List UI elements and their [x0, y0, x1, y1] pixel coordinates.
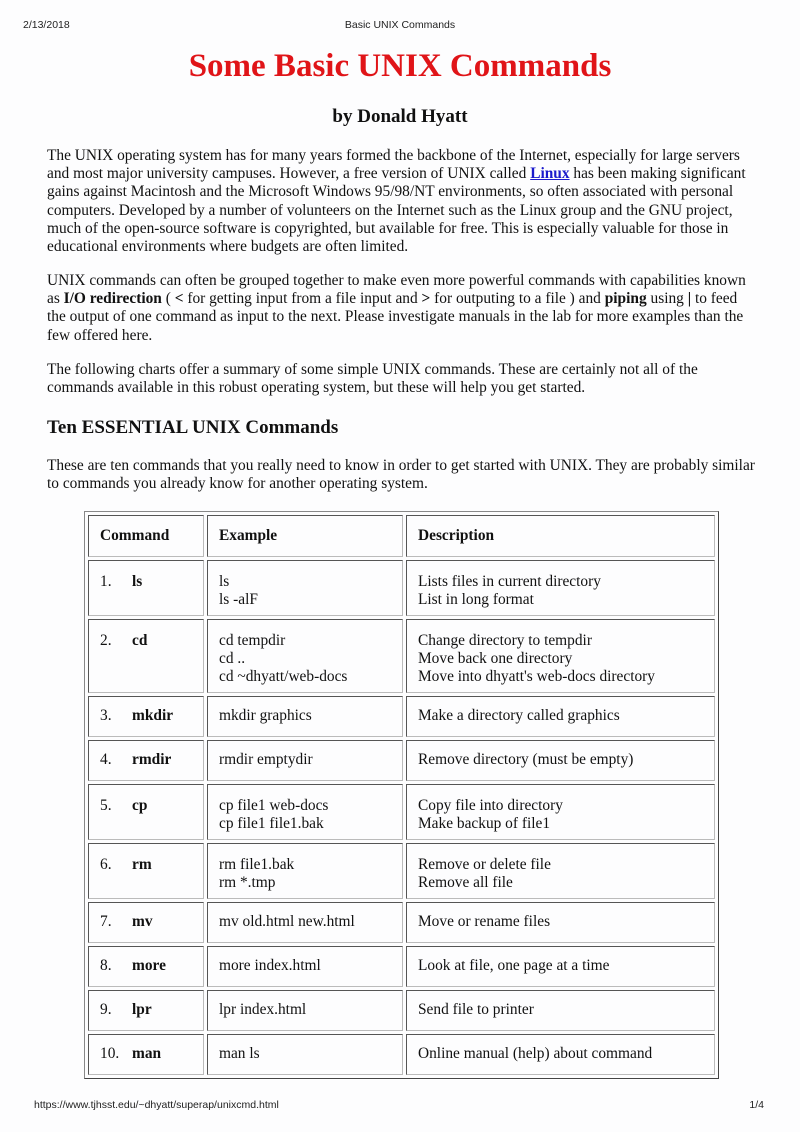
print-date: 2/13/2018 [23, 19, 70, 31]
header-example: Example [207, 515, 403, 557]
example-cell [207, 946, 403, 987]
example-line: more index.html [219, 957, 321, 975]
byline: by Donald Hyatt [332, 106, 468, 127]
command-number: 8. [100, 957, 112, 975]
description-cell [406, 990, 715, 1031]
command-name: cd [132, 632, 148, 649]
table-row [88, 902, 715, 943]
intro-text-after: has been making significant gains against Macintosh and the Microsoft Windows 95/98/NT environments, so often associated with personal computers. Developed by a number of volunteers on the Internet such as the Linux group and the GNU project, much of the open-source software is copyrighted, but available for free. This is especially valuable for those in educational environments where budgets are often limited. [47, 165, 746, 256]
example-line: rm file1.bak [219, 856, 295, 873]
description-cell [406, 843, 715, 899]
description-cell [406, 1034, 715, 1075]
command-name: cp [132, 797, 148, 814]
table-row [88, 784, 715, 840]
example-cell [207, 696, 403, 737]
command-cell [88, 560, 204, 616]
table-row [88, 946, 715, 987]
essential-intro-paragraph: These are ten commands that you really need to know in order to get started with UNIX. They are probably similar to commands you already know for another operating system. [47, 457, 755, 493]
description-line: Make a directory called graphics [418, 707, 620, 725]
table-row [88, 619, 715, 693]
command-name: lpr [132, 1001, 152, 1019]
command-cell [88, 696, 204, 737]
description-line: Move into dhyatt's web-docs directory [418, 668, 655, 686]
text: for outputing to a file ) and [430, 290, 605, 308]
description-line: Remove all file [418, 874, 513, 892]
example-line: mkdir graphics [219, 707, 312, 725]
description-line: Remove directory (must be empty) [418, 751, 634, 769]
piping-term: piping [604, 290, 647, 308]
example-cell [207, 740, 403, 781]
description-cell [406, 696, 715, 737]
example-line: cp file1 file1.bak [219, 815, 324, 833]
print-page-title: Basic UNIX Commands [344, 19, 456, 31]
text: UNIX commands can often be grouped together to make even more powerful commands with capabilities known as [47, 272, 746, 308]
commands-table [84, 511, 719, 1079]
description-line: Online manual (help) about command [418, 1045, 653, 1063]
pipe-symbol: | [687, 290, 692, 308]
command-number: 4. [100, 751, 112, 769]
command-name: man [132, 1045, 162, 1063]
less-than-symbol: < [174, 290, 184, 308]
command-cell [88, 990, 204, 1031]
command-number: 7. [100, 913, 112, 931]
redirection-paragraph [47, 272, 759, 345]
summary-paragraph: The following charts offer a summary of some simple UNIX commands. These are certainly not all of the commands available in this robust operating system, but these will help you get started. [47, 361, 698, 397]
command-number: 1. [100, 573, 112, 590]
command-number: 9. [100, 1001, 112, 1019]
example-line: man ls [219, 1045, 260, 1063]
description-cell [406, 560, 715, 616]
intro-text-before: The UNIX operating system has for many years formed the backbone of the Internet, especially for large servers and most major university campuses. However, a free version of UNIX called [47, 147, 740, 183]
linux-link[interactable]: Linux [530, 165, 570, 183]
table-row [88, 696, 715, 737]
example-cell [207, 990, 403, 1031]
description-cell [406, 784, 715, 840]
description-line: Move back one directory [418, 650, 573, 668]
section-title: Ten ESSENTIAL UNIX Commands [47, 417, 339, 438]
example-line: rm *.tmp [219, 874, 276, 892]
description-line: List in long format [418, 591, 534, 609]
example-cell [207, 1034, 403, 1075]
intro-paragraph [47, 147, 759, 256]
command-number: 10. [100, 1045, 120, 1063]
print-footer [0, 1099, 800, 1113]
description-line: Change directory to tempdir [418, 632, 592, 649]
example-line: lpr index.html [219, 1001, 307, 1019]
table-row [88, 843, 715, 899]
command-name: rmdir [132, 751, 172, 769]
header-command: Command [88, 515, 204, 557]
print-page-number: 1/4 [749, 1099, 764, 1111]
table-row [88, 990, 715, 1031]
command-number: 6. [100, 856, 112, 873]
text: to feed the output of one command as input to the next. Please investigate manuals in the lab for more examples than the few offered here. [47, 290, 744, 344]
example-line: ls [219, 573, 230, 590]
description-line: Make backup of file1 [418, 815, 551, 833]
description-line: Lists files in current directory [418, 573, 601, 590]
table-body [88, 560, 715, 1075]
command-name: more [132, 957, 166, 975]
print-url: https://www.tjhsst.edu/~dhyatt/superap/unixcmd.html [34, 1099, 279, 1111]
example-line: cd tempdir [219, 632, 286, 649]
example-line: rmdir emptydir [219, 751, 313, 769]
example-cell [207, 784, 403, 840]
print-header [0, 19, 800, 33]
text: ( [161, 290, 175, 308]
example-line: mv old.html new.html [219, 913, 355, 931]
example-line: cd .. [219, 650, 246, 668]
command-cell [88, 784, 204, 840]
command-name: mv [132, 913, 153, 931]
command-number: 2. [100, 632, 112, 649]
command-cell [88, 1034, 204, 1075]
example-line: ls -alF [219, 591, 258, 609]
command-number: 5. [100, 797, 112, 814]
command-cell [88, 946, 204, 987]
table-row [88, 1034, 715, 1075]
command-name: rm [132, 856, 152, 873]
description-line: Copy file into directory [418, 797, 563, 814]
io-redirection-term: I/O redirection [63, 290, 162, 308]
example-line: cp file1 web-docs [219, 797, 329, 814]
command-cell [88, 902, 204, 943]
table-header-row [88, 515, 715, 557]
command-cell [88, 740, 204, 781]
description-cell [406, 619, 715, 693]
description-line: Remove or delete file [418, 856, 551, 873]
description-cell [406, 902, 715, 943]
description-cell [406, 946, 715, 987]
description-cell [406, 740, 715, 781]
page-title: Some Basic UNIX Commands [188, 48, 612, 84]
example-cell [207, 843, 403, 899]
description-line: Look at file, one page at a time [418, 957, 610, 975]
example-line: cd ~dhyatt/web-docs [219, 668, 348, 686]
example-cell [207, 560, 403, 616]
example-cell [207, 619, 403, 693]
example-cell [207, 902, 403, 943]
command-cell [88, 619, 204, 693]
table-row [88, 560, 715, 616]
command-name: mkdir [132, 707, 174, 725]
header-description: Description [406, 515, 715, 557]
text: using [646, 290, 688, 308]
greater-than-symbol: > [421, 290, 431, 308]
command-name: ls [132, 573, 143, 590]
command-cell [88, 843, 204, 899]
command-number: 3. [100, 707, 112, 725]
text: for getting input from a file input and [183, 290, 422, 308]
table-row [88, 740, 715, 781]
description-line: Send file to printer [418, 1001, 534, 1019]
description-line: Move or rename files [418, 913, 551, 931]
